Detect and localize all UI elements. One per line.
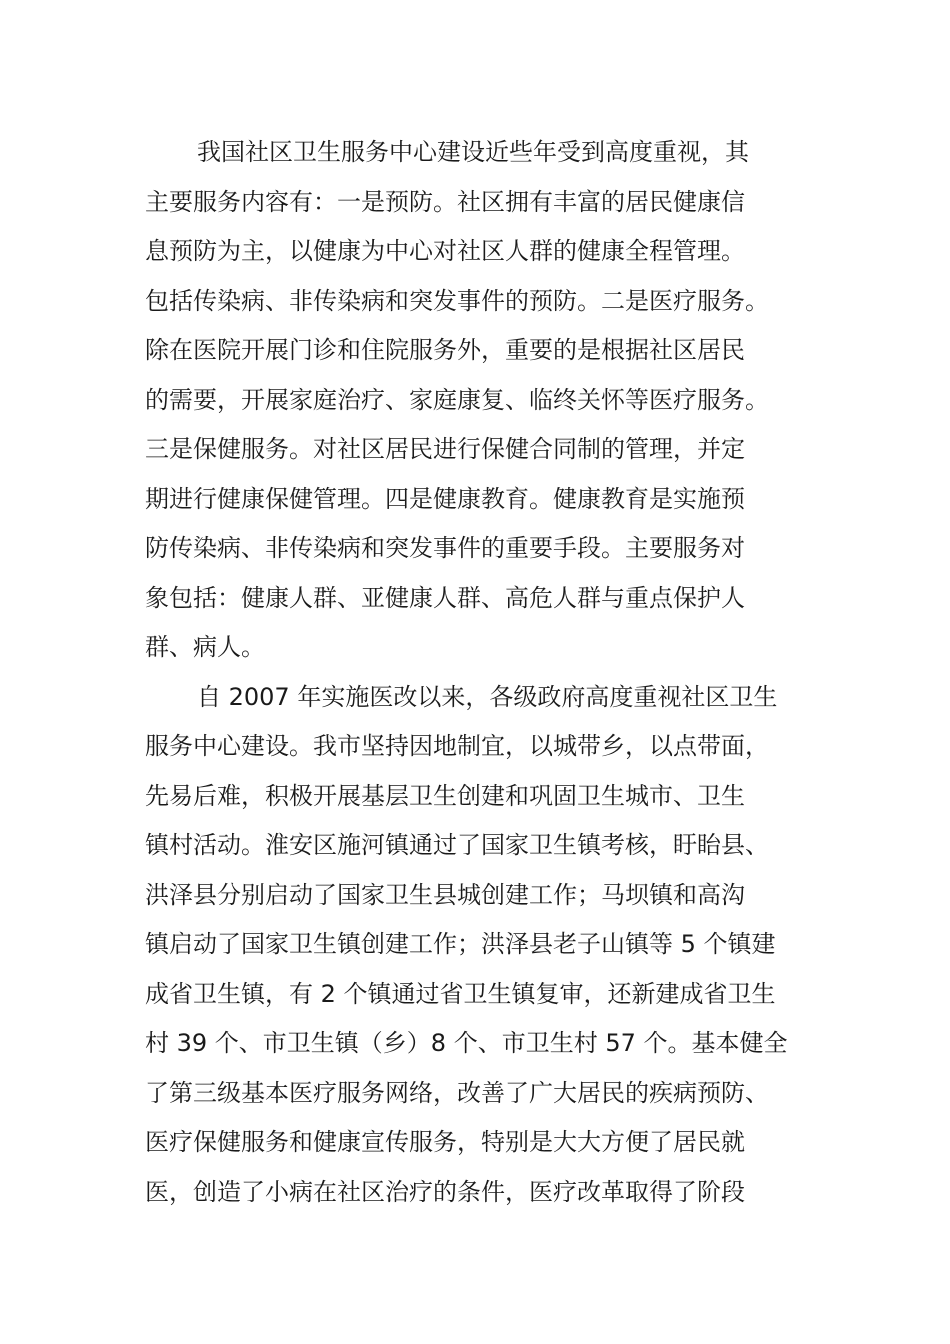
text-line: 医疗保健服务和健康宣传服务，特别是大大方便了居民就	[145, 1128, 745, 1156]
text-line: 医，创造了小病在社区治疗的条件，医疗改革取得了阶段	[145, 1177, 745, 1206]
text-line: 除在医院开展门诊和住院服务外，重要的是根据社区居民	[145, 336, 745, 364]
document-body	[145, 128, 810, 1217]
text-line: 服务中心建设。我市坚持因地制宜，以城带乡，以点带面，	[145, 732, 769, 760]
text-line: 防传染病、非传染病和突发事件的重要手段。主要服务对	[145, 534, 745, 562]
text-line: 镇村活动。淮安区施河镇通过了国家卫生镇考核，盱眙县、	[145, 831, 769, 859]
text-line: 自 2007 年实施医改以来，各级政府高度重视社区卫生	[197, 682, 778, 711]
text-line: 村 39 个、市卫生镇（乡）8 个、市卫生村 57 个。基本健全	[145, 1029, 788, 1057]
text-line: 洪泽县分别启动了国家卫生县城创建工作；马坝镇和高沟	[145, 880, 745, 909]
text-line: 了第三级基本医疗服务网络，改善了广大居民的疾病预防、	[145, 1078, 769, 1107]
text-line: 先易后难，积极开展基层卫生创建和巩固卫生城市、卫生	[145, 781, 745, 810]
text-line: 的需要，开展家庭治疗、家庭康复、临终关怀等医疗服务。	[145, 385, 769, 414]
text-line: 镇启动了国家卫生镇创建工作；洪泽县老子山镇等 5 个镇建	[145, 930, 776, 958]
text-line: 我国社区卫生服务中心建设近些年受到高度重视，其	[197, 138, 749, 166]
paragraph-2	[145, 673, 810, 1218]
text-line: 息预防为主，以健康为中心对社区人群的健康全程管理。	[145, 237, 745, 265]
text-line: 期进行健康保健管理。四是健康教育。健康教育是实施预	[145, 484, 745, 513]
text-line: 包括传染病、非传染病和突发事件的预防。二是医疗服务。	[145, 286, 769, 315]
paragraph-1	[145, 128, 810, 673]
text-line: 群、病人。	[145, 633, 265, 661]
text-line: 主要服务内容有：一是预防。社区拥有丰富的居民健康信	[145, 187, 745, 216]
text-line: 象包括：健康人群、亚健康人群、高危人群与重点保护人	[145, 583, 745, 612]
text-line: 成省卫生镇，有 2 个镇通过省卫生镇复审，还新建成省卫生	[145, 979, 776, 1008]
text-line: 三是保健服务。对社区居民进行保健合同制的管理，并定	[145, 435, 745, 463]
